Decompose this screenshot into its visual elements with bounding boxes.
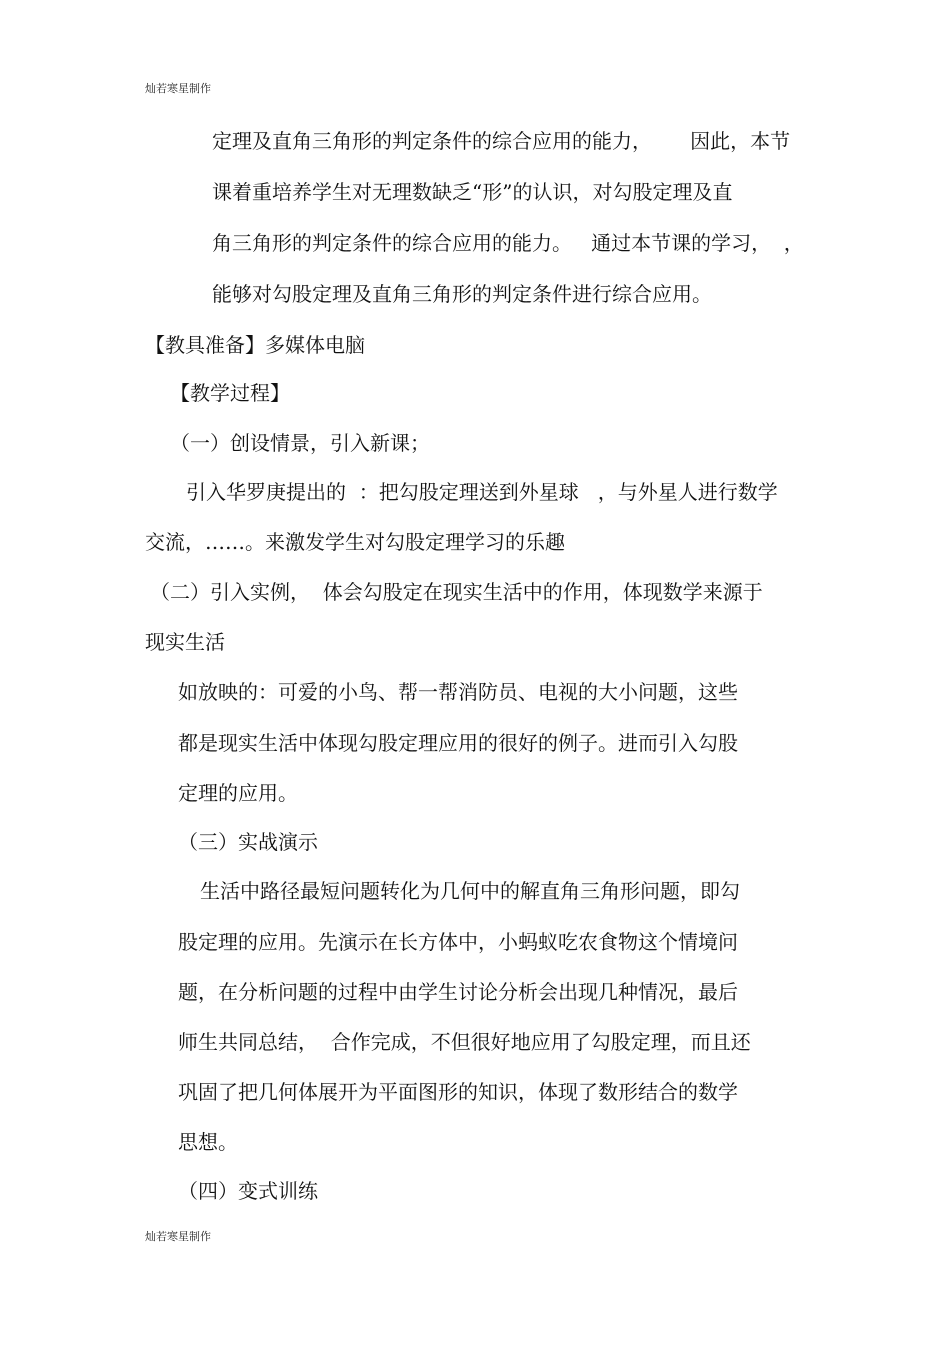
- subsection-heading: （四）变式训练: [178, 1179, 318, 1203]
- section-heading: 【教具准备】多媒体电脑: [145, 333, 365, 357]
- text-line: 交流，……。来激发学生对勾股定理学习的乐趣: [145, 530, 565, 554]
- text-line: 巩固了把几何体展开为平面图形的知识，体现了数形结合的数学: [178, 1080, 738, 1104]
- text-line: 定理及直角三角形的判定条件的综合应用的能力， 因此，本节: [212, 129, 791, 153]
- text-line: 生活中路径最短问题转化为几何中的解直角三角形问题，即勾: [200, 879, 740, 903]
- text-line: 股定理的应用。先演示在长方体中，小蚂蚁吃农食物这个情境问: [178, 930, 738, 954]
- header-watermark: 灿若寒星制作: [145, 82, 211, 95]
- subsection-heading: （三）实战演示: [178, 830, 318, 854]
- text-line: 思想。: [178, 1130, 238, 1154]
- text-line: 现实生活: [145, 630, 225, 654]
- subsection-heading: （一）创设情景，引入新课；: [170, 431, 430, 455]
- text-line: 能够对勾股定理及直角三角形的判定条件进行综合应用。: [212, 282, 712, 306]
- text-line: 师生共同总结， 合作完成，不但很好地应用了勾股定理，而且还: [178, 1030, 751, 1054]
- text-line: 引入华罗庚提出的 ：把勾股定理送到外星球 ，与外星人进行数学: [186, 480, 778, 504]
- text-line: 都是现实生活中体现勾股定理应用的很好的例子。进而引入勾股: [178, 731, 738, 755]
- text-line: 角三角形的判定条件的综合应用的能力。 通过本节课的学习， ，: [212, 231, 804, 255]
- text-line: 定理的应用。: [178, 781, 298, 805]
- text-line: 如放映的：可爱的小鸟、帮一帮消防员、电视的大小问题，这些: [178, 680, 738, 704]
- footer-watermark: 灿若寒星制作: [145, 1230, 211, 1243]
- subsection-heading: （二）引入实例， 体会勾股定在现实生活中的作用，体现数学来源于: [150, 580, 763, 604]
- text-line: 题，在分析问题的过程中由学生讨论分析会出现几种情况，最后: [178, 980, 738, 1004]
- section-heading: 【教学过程】: [170, 381, 290, 405]
- text-line: 课着重培养学生对无理数缺乏“形”的认识，对勾股定理及直: [212, 180, 733, 204]
